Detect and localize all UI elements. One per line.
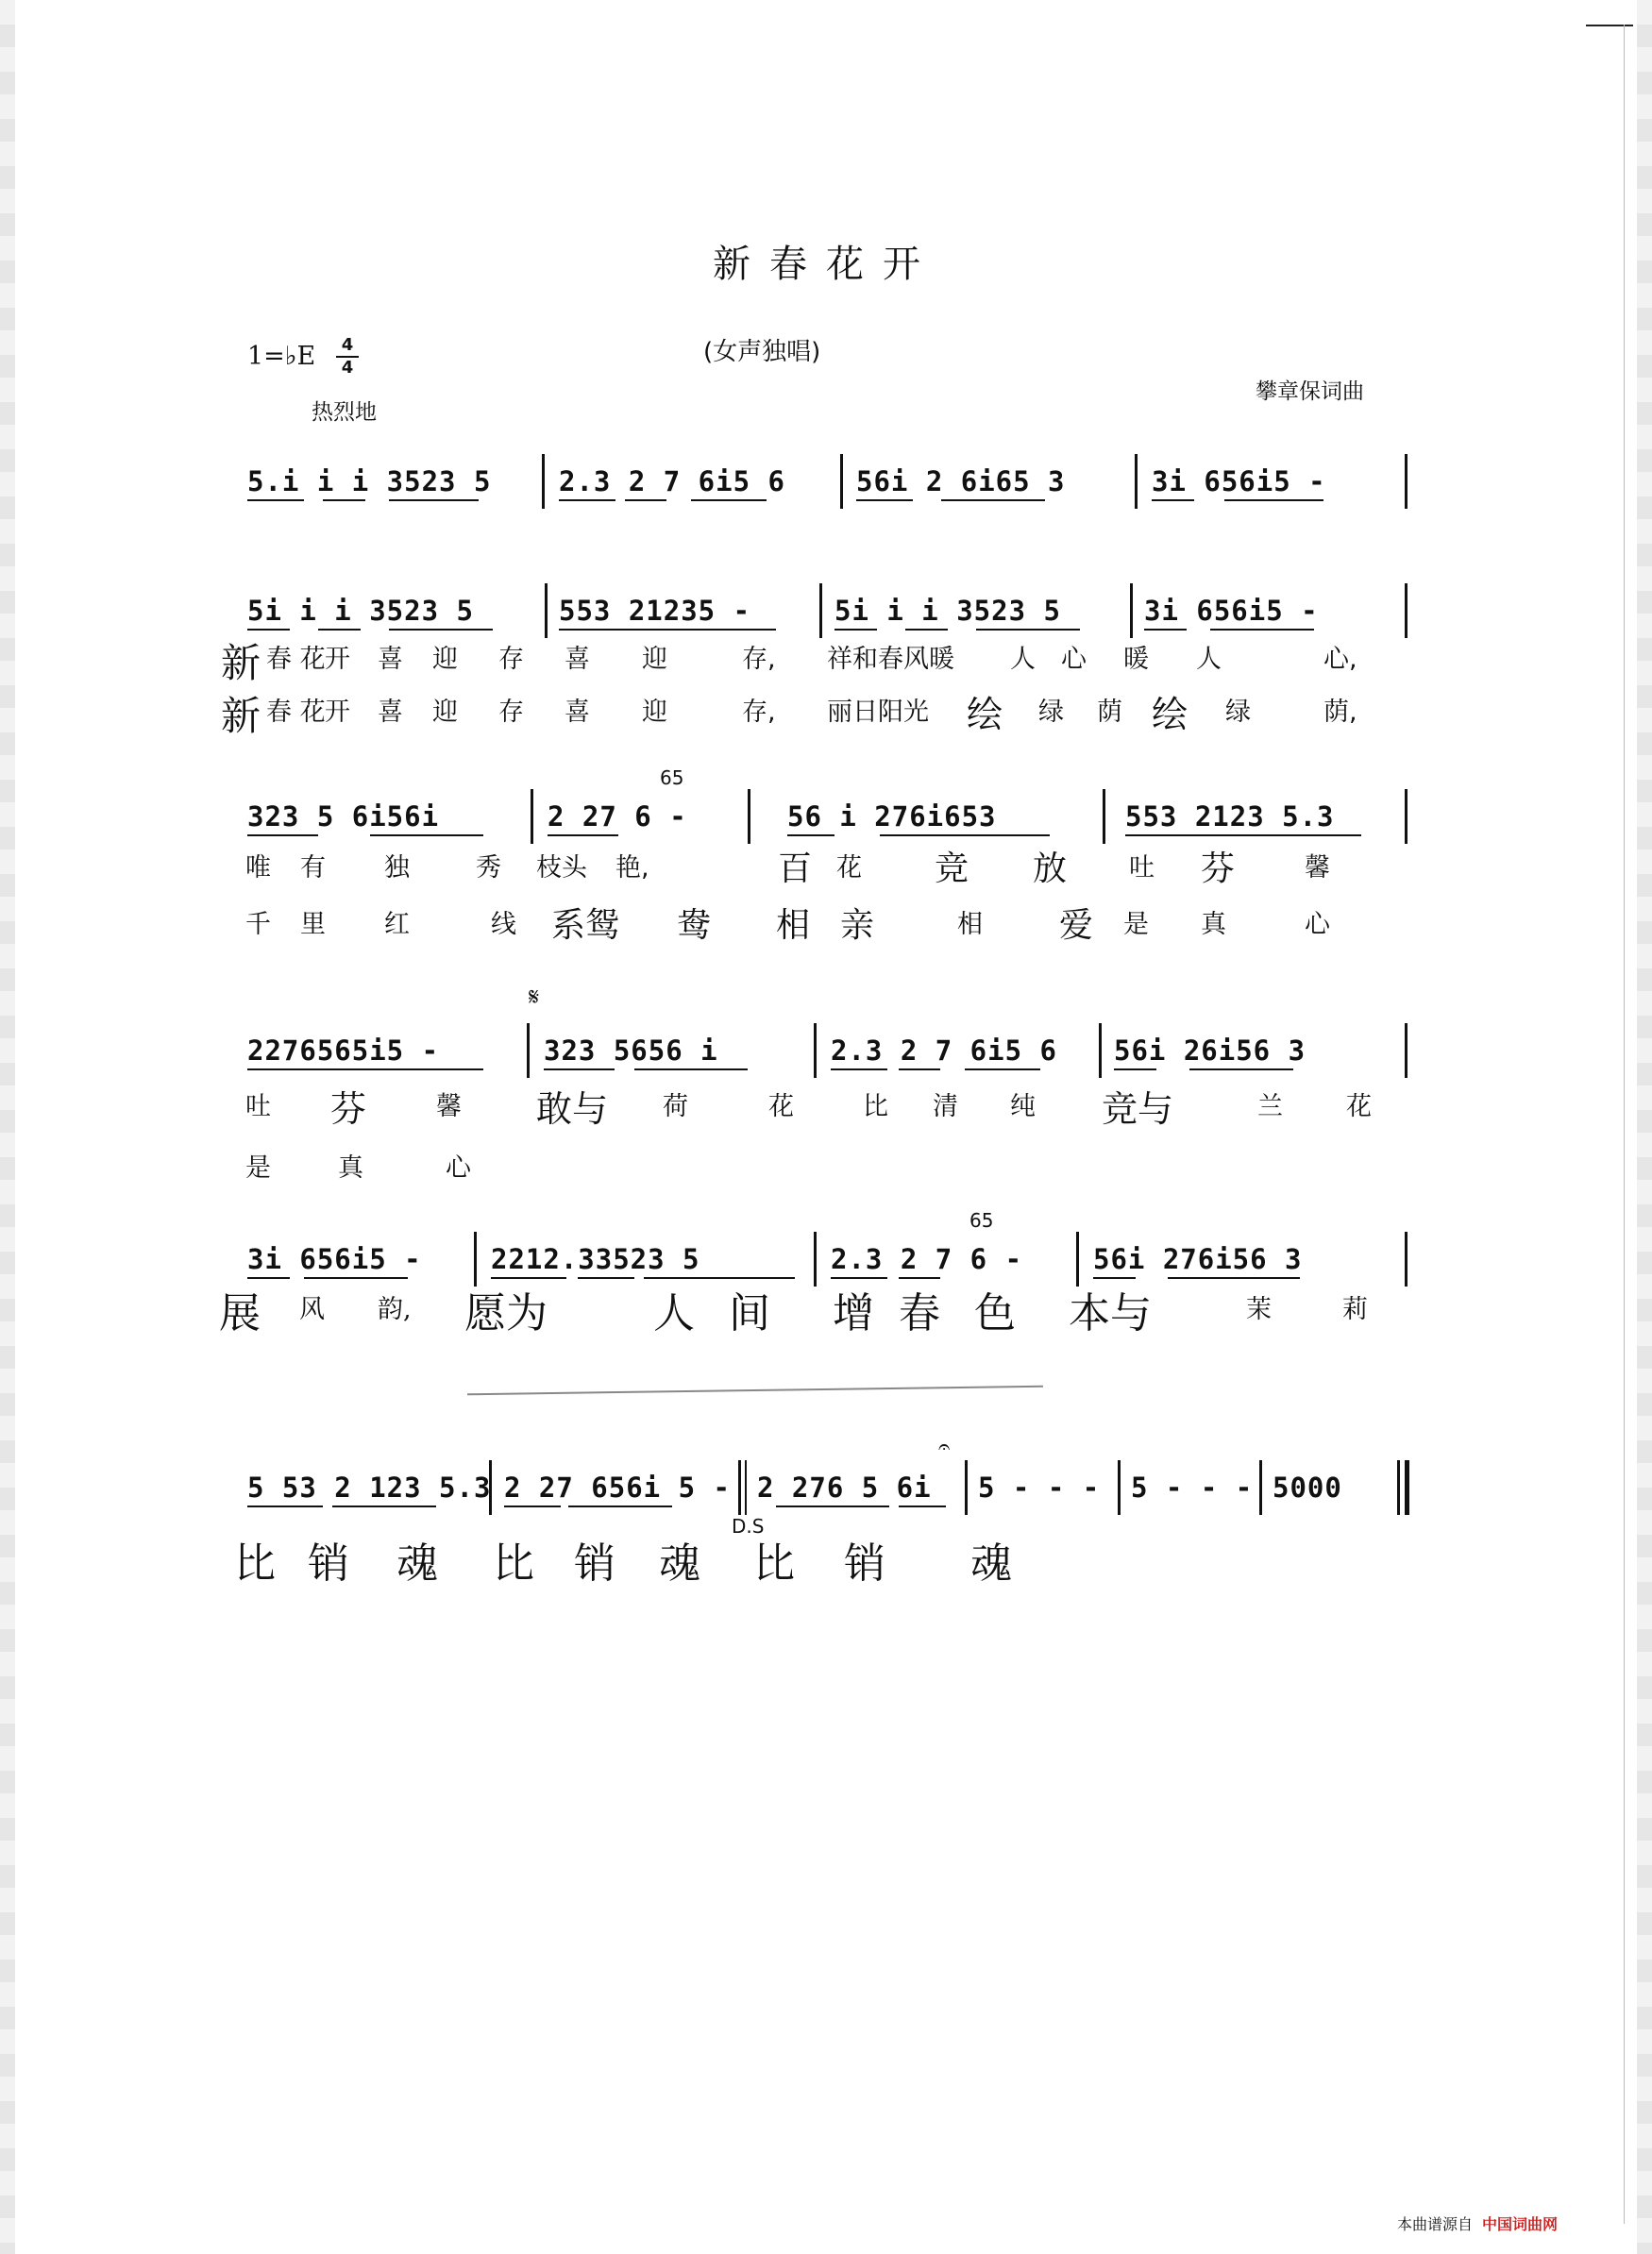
lyric-row-4-line-2: 是 真 心 [245,1153,471,1183]
measure: 2.3 2 7 6i5 6 [831,1034,1057,1067]
measure: 56i 276i56 3 [1093,1243,1303,1275]
measure: 5 - - - [978,1472,1101,1504]
composer-credit: 攀章保词曲 [1256,379,1364,404]
measure: 2 27 6 - [548,800,687,833]
measure: 2.3 2 7 6 - [831,1243,1023,1275]
lyric-row-6-line-1: 比 销 魂 比 销 魂 比 销 魂 [234,1539,1012,1588]
right-edge-strip [1637,0,1652,2254]
notation-row-6 [247,1436,1414,1509]
notation-row-4 [247,984,1414,1072]
source-footer [1397,2212,1558,2234]
dal-segno-mark: D.S [732,1515,765,1538]
measure: 3i 656i5 - [1152,465,1326,497]
measure: 2 276 5 6i [757,1472,932,1504]
source-site-link[interactable]: 中国词曲网 [1482,2215,1559,2233]
fermata-sign: 𝄐 [938,1436,951,1459]
notation-row-5 [247,1209,1414,1281]
notation-row-2 [247,589,1414,632]
measure: 5i i i 3523 5 [834,595,1061,627]
lyric-row-3-line-2: 千 里 红 线 系鸳 鸯 相 亲 相 爱 是 真 心 [245,906,1330,945]
tempo-marking: 热烈地 [312,400,377,425]
left-edge-strip [0,0,15,2254]
measure: 5i i i 3523 5 [247,595,474,627]
separator-line [467,1386,1043,1396]
measure: 553 21235 - [559,595,751,627]
segno-sign: 𝄋 [529,984,540,1012]
time-signature-bottom: 4 [341,358,354,378]
measure: 5.i i i 3523 5 [247,465,492,497]
lyric-row-2-line-1: 新 春 花 开 喜 迎 存 喜 迎 存, 祥和春风暖 人 心 暖 人 心, [221,640,1357,686]
performance-type: (女声独唱) [703,338,821,366]
measure: 5 53 2 123 5.3 [247,1472,492,1504]
measure: 323 5 6i56i [247,800,440,833]
notation-row-1 [247,460,1414,503]
measure: 56 i 276i653 [787,800,997,833]
measure: 56i 2 6i65 3 [856,465,1066,497]
lyric-row-5-line-1: 展 风 韵, 愿为 人 间 增 春 色 本与 茉 莉 [219,1289,1368,1337]
measure: 56i 26i56 3 [1114,1034,1306,1067]
time-signature-top: 4 [341,335,354,355]
lyric-row-2-line-2: 新 春 花 开 喜 迎 存 喜 迎 存, 丽日阳光 绘 绿 荫 绘 绿 荫, [221,693,1357,739]
measure: 3i 656i5 - [1144,595,1319,627]
lyric-row-4-line-1: 吐 芬 馨 敢与 荷 花 比 清 纯 竞与 兰 花 [245,1088,1372,1130]
measure: 553 2123 5.3 [1125,800,1335,833]
source-label: 本曲谱源自 [1397,2215,1474,2233]
song-title: 新春花开 [713,243,939,286]
measure: 2276565i5 - [247,1034,440,1067]
measure: 2.3 2 7 6i5 6 [559,465,785,497]
measure: 3i 656i5 - [247,1243,422,1275]
key-signature: 1=♭E [247,342,316,371]
notation-row-3 [247,766,1414,838]
measure: 2212.33523 5 [491,1243,700,1275]
measure: 5000 [1273,1472,1342,1504]
time-signature [336,336,359,378]
measure: 323 5656 i [544,1034,718,1067]
right-border-line [1624,25,1625,2224]
grace-note: 65 [969,1209,994,1232]
lyric-row-3-line-1: 唯 有 独 秀 枝头 艳, 百 花 竞 放 吐 芬 馨 [245,849,1330,888]
top-border-line [1586,25,1633,26]
grace-note: 65 [660,766,684,789]
measure: 5 - - - [1131,1472,1254,1504]
measure: 2 27 656i 5 - [504,1472,731,1504]
